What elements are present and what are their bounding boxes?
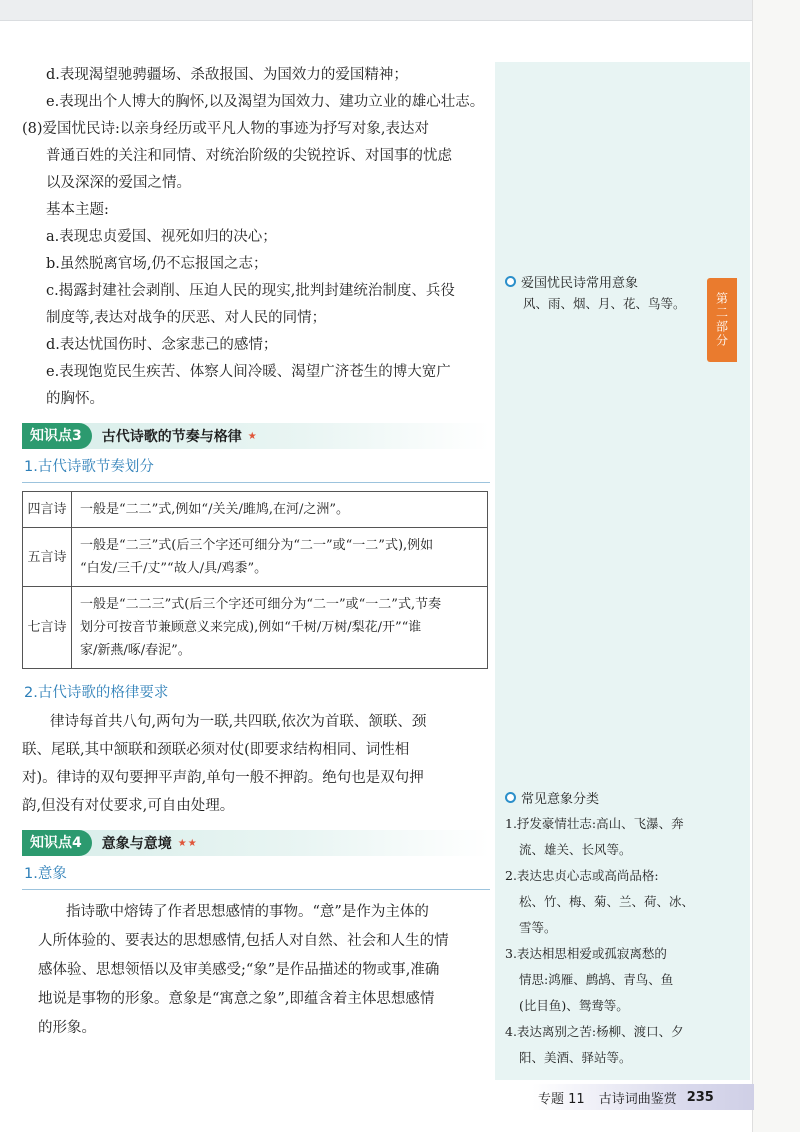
section-intro-line: 以及深深的爱国之情。 bbox=[46, 175, 191, 191]
paragraph-line: 韵,但没有对仗要求,可自由处理。 bbox=[22, 798, 235, 814]
text-line: e.表现出个人博大的胸怀,以及渴望为国效力、建功立业的雄心壮志。 bbox=[46, 94, 485, 110]
page-number: 235 bbox=[686, 1089, 714, 1105]
basic-theme-label: 基本主题: bbox=[46, 202, 109, 218]
theme-item: e.表现饱览民生疾苦、体察人间冷暖、渴望广济苍生的博大宽广 bbox=[46, 364, 451, 380]
subsection-divider bbox=[22, 889, 490, 890]
rhythm-table bbox=[22, 491, 488, 669]
table-row-value: 一般是“二三”式(后三个字还可细分为“二一”或“一二”式),例如 “白发/三千/丈”“故人/具/鸡黍”。 bbox=[72, 528, 488, 587]
theme-item: c.揭露封建社会剥削、压迫人民的现实,批判封建统治制度、兵役 bbox=[46, 283, 455, 299]
subsection-divider bbox=[22, 482, 490, 483]
margin-note-patriotic-imagery bbox=[505, 272, 705, 317]
table-row bbox=[23, 492, 488, 528]
margin-note-imagery-types bbox=[505, 788, 745, 1071]
margin-note-text: 风、雨、烟、月、花、鸟等。 bbox=[523, 296, 686, 311]
footer-title: 古诗词曲鉴赏 bbox=[598, 1091, 677, 1107]
page-top-edge bbox=[0, 0, 752, 21]
table-row-value: 一般是“二二”式,例如“/关关/雎鸠,在河/之洲”。 bbox=[72, 492, 488, 528]
table-row-key: 四言诗 bbox=[23, 492, 72, 528]
margin-note-line: 1.抒发豪情壮志:高山、飞瀑、奔 bbox=[505, 816, 684, 831]
paragraph-line: 指诗歌中熔铸了作者思想感情的事物。“意”是作为主体的 bbox=[66, 904, 429, 920]
table-row-key: 七言诗 bbox=[23, 587, 72, 669]
bullet-circle-icon bbox=[505, 792, 516, 803]
paragraph-line: 对)。律诗的双句要押平声韵,单句一般不押韵。绝句也是双句押 bbox=[22, 770, 424, 786]
theme-item: a.表现忠贞爱国、视死如归的决心； bbox=[46, 229, 277, 245]
margin-note-line: 2.表达忠贞心志或高尚品格: bbox=[505, 868, 659, 883]
section-intro-line: (8)爱国忧民诗:以亲身经历或平凡人物的事迹为抒写对象,表达对 bbox=[22, 121, 430, 137]
importance-star-icon: ★★ bbox=[177, 837, 198, 849]
margin-note-line: 4.表达离别之苦:杨柳、渡口、夕 bbox=[505, 1024, 684, 1039]
margin-note-line: 3.表达相思相爱或孤寂离愁的 bbox=[505, 946, 667, 961]
text-line: d.表现渴望驰骋疆场、杀敌报国、为国效力的爱国精神； bbox=[46, 67, 408, 83]
table-row bbox=[23, 528, 488, 587]
theme-item: 制度等,表达对战争的厌恶、对人民的同情； bbox=[46, 310, 327, 326]
importance-star-icon: ★ bbox=[247, 430, 258, 442]
knowledge-point-title: 意象与意境 bbox=[101, 836, 172, 852]
paragraph-line: 的形象。 bbox=[38, 1020, 96, 1036]
subsection-heading: 2.古代诗歌的格律要求 bbox=[24, 685, 169, 701]
paragraph-line: 联、尾联,其中颔联和颈联必须对仗(即要求结构相同、词性相 bbox=[22, 742, 410, 758]
page-gutter bbox=[752, 0, 800, 1132]
subsection-heading: 1.古代诗歌节奏划分 bbox=[24, 459, 154, 475]
section-intro-line: 普通百姓的关注和同情、对统治阶级的尖锐控诉、对国事的忧虑 bbox=[46, 148, 452, 164]
knowledge-point-title: 古代诗歌的节奏与格律 bbox=[101, 429, 242, 445]
footer-topic: 专题 11 bbox=[538, 1091, 585, 1107]
theme-item: b.虽然脱离官场,仍不忘报国之志； bbox=[46, 256, 268, 272]
paragraph-line: 地说是事物的形象。意象是“寓意之象”,即蕴含着主体思想感情 bbox=[38, 991, 435, 1007]
page-footer bbox=[532, 1084, 754, 1110]
knowledge-point-header bbox=[22, 830, 490, 856]
knowledge-point-tag: 知识点3 bbox=[22, 423, 92, 449]
paragraph-line: 人所体验的、要表达的思想感情,包括人对自然、社会和人生的情 bbox=[38, 933, 449, 949]
paragraph-line: 感体验、思想领悟以及审美感受;“象”是作品描述的物或事,准确 bbox=[38, 962, 440, 978]
knowledge-point-header bbox=[22, 423, 490, 449]
margin-note-line: 情思:鸿雁、鹧鸪、青鸟、鱼 bbox=[519, 972, 674, 987]
table-row bbox=[23, 587, 488, 669]
theme-item: d.表达忧国伤时、念家悲己的感情； bbox=[46, 337, 278, 353]
paragraph-line: 律诗每首共八句,两句为一联,共四联,依次为首联、颔联、颈 bbox=[50, 714, 427, 730]
margin-note-line: (比目鱼)、鸳鸯等。 bbox=[519, 998, 629, 1013]
knowledge-point-tag: 知识点4 bbox=[22, 830, 92, 856]
section-tab[interactable]: 第二部分 bbox=[707, 278, 737, 362]
theme-item: 的胸怀。 bbox=[46, 391, 104, 407]
margin-note-line: 流、雄关、长风等。 bbox=[519, 842, 632, 857]
main-column bbox=[22, 62, 490, 1043]
table-row-value: 一般是“二二三”式(后三个字还可细分为“二一”或“一二”式,节奏 划分可按音节兼顾意义来完成),例如“千树/万树/梨花/开”“谁 家/新燕/啄/春泥”。 bbox=[72, 587, 488, 669]
margin-note-line: 松、竹、梅、菊、兰、荷、冰、 bbox=[519, 894, 695, 909]
subsection-heading: 1.意象 bbox=[24, 866, 67, 882]
margin-note-line: 雪等。 bbox=[519, 920, 557, 935]
margin-note-title: 爱国忧民诗常用意象 bbox=[505, 272, 705, 291]
margin-note-line: 阳、美酒、驿站等。 bbox=[519, 1050, 632, 1065]
margin-note-title: 常见意象分类 bbox=[505, 788, 745, 807]
table-row-key: 五言诗 bbox=[23, 528, 72, 587]
bullet-circle-icon bbox=[505, 276, 516, 287]
